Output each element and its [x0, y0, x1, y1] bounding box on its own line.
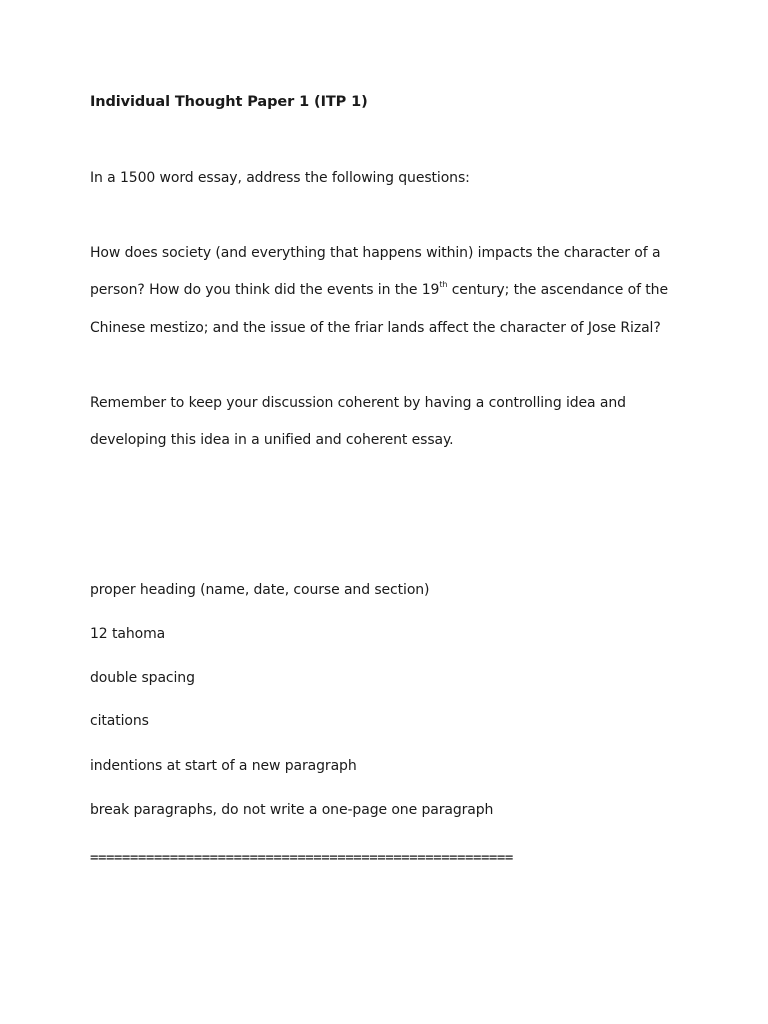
- requirement-heading: proper heading (name, date, course and section): [90, 582, 430, 598]
- document-title: Individual Thought Paper 1 (ITP 1): [90, 94, 368, 110]
- question-line-1: How does society (and everything that happens within) impacts the character of a: [90, 245, 661, 261]
- requirement-spacing: double spacing: [90, 670, 195, 686]
- ordinal-superscript: th: [439, 280, 448, 289]
- requirement-citations: citations: [90, 713, 149, 729]
- question-line-2: [90, 282, 668, 298]
- reminder-line-2: developing this idea in a unified and coherent essay.: [90, 432, 454, 448]
- requirement-paragraphs: break paragraphs, do not write a one-page one paragraph: [90, 802, 494, 818]
- requirement-font: 12 tahoma: [90, 626, 166, 642]
- question-line-3: Chinese mestizo; and the issue of the friar lands affect the character of Jose Rizal?: [90, 320, 661, 336]
- reminder-line-1: Remember to keep your discussion coherent by having a controlling idea and: [90, 395, 626, 411]
- separator-line: =====================================================: [90, 850, 513, 866]
- question-line-2-before: person? How do you think did the events in the 19: [90, 282, 440, 298]
- intro-text: In a 1500 word essay, address the following questions:: [90, 170, 470, 186]
- requirement-indentions: indentions at start of a new paragraph: [90, 758, 357, 774]
- question-line-2-after: century; the ascendance of the: [447, 282, 668, 298]
